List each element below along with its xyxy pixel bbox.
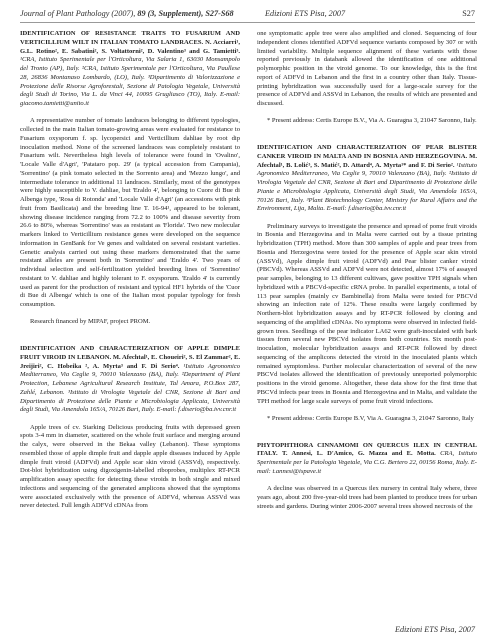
abstract-1-funding: Research financed by MIPAF, project PROM. xyxy=(30,318,151,326)
abstract-4-heading xyxy=(257,442,477,477)
abstract-2-heading xyxy=(20,345,240,415)
abstract-1-body: A representative number of tomato landraces belonging to different typologies, collected in the main Italian tomato-growing areas were evaluated for resistance to Fusarium oxysporum f. sp. lycopersici and Verticillium dahliae by root dip inoculation method. None of the screened landraces was completely resistant to Fusarium wilt. Nevertheless high levels of tolerance were found in 'Ovalino', 'Locale Valle d'Agri', 'Patataro pop. 29' (a typical accession from Campania), 'Sorrentino' (a pink tomato selected in the Sorrento area) and 'Mezzo lungo', and intermediate tolerance in additional 11 landraces. Similarly, most of the genotypes were highly susceptible to V. dahliae, but 'Eraldo 4', belonging to Cuore di Bue di Albenga type, 'Rosa di Rotonda' and 'Locale Valle d'Agri' (an accessions with pink fruit from Basilicata) and the breeding line T. 16-94¹, appeared to be tolerant, showing disease incidence ranging from 72.2 to 100% and disease severity from 26.6 to 80%, whereas 'Sorrentino' was as resistant as 'Florida'. Two new molecular markers linked to Verticillium resistance genes were developed on the sequence information in GenBank for Ve genes and validated on several resistant varieties. Genetic analysis carried out using these markers demonstrated that the same resistant alleles are present both in 'Sorrentino' and 'Eraldo 4'. Two years of individual selection and self-fertilization yielded breeding lines of 'Sorrentino' resistant to V. dahliae and highly tolerant to F. oxysporum. 'Eraldo 4' is currently used as parent for the production of resistant and typical HF1 hybrids of the 'Cuor di Bue di Albenga' which is one of the Italian most popular typology for fresh consumption. xyxy=(20,117,240,308)
abstract-1-authors: N. Acciarri¹, G.L. Rotino², E. Sabatini², S. Voltattorni², D. Valentino³ and G. Tamietti³. xyxy=(20,38,240,55)
abstract-2-title: IDENTIFICATION AND CHARACTERIZATION OF APPLE DIMPLE FRUIT VIROID IN LEBANON. xyxy=(20,345,240,361)
abstract-1-heading xyxy=(20,30,240,109)
journal-name: Journal of Plant Pathology (2007), xyxy=(20,9,138,18)
right-column xyxy=(257,30,477,511)
abstract-2-affiliations: ¹Istituto Agronomico Mediterraneo, Via Ceglie 9, 70010 Valenzano (BA), Italy. ²Department of Plant Protection, Lebanese Agricultural Research Institute, Tal Amara, P.O.Box 287, Zahlé, Lebanon. ³Istituto di Virologia Vegetale del CNR, Sezione di Bari and Dipartimento di Protezione delle Piante e Microbiologia Applicata, Università degli Studi, Via Amendola 165/A, 70126 Bari, Italy. E-mail: f.diserio@ba.ivv.cnr.it xyxy=(20,362,241,414)
abstract-3-affiliations: ¹Istituto Agronomico Mediterraneo, Via Ceglie 9, 70010 Valenzano (BA), Italy. ²Istituto di Virologia Vegetale del CNR, Sezione di Bari and Dipartimento di Protezione delle Piante e Microbiologia Applicata, Università degli Studi, Via Amendola 165/A, 70126 Bari, Italy. ³Plant Biotechnology Center, Ministry for Rural Affairs and the Environment, Lija, Malta. E-mail: f.diserio@ba.ivv.cnr.it xyxy=(257,161,477,213)
abstract-3-title: IDENTIFICATION AND CHARACTERIZATION OF PEAR BLISTER CANKER VIROID IN MALTA AND IN BOSNIA AND HERZEGOVINA. xyxy=(257,144,477,160)
abstract-2-authors: M. Afechtal¹, E. Choueiri², S. El Zammar², E. Jreijiri², C. Hobeika ², A. Myrta³ and F. Di Serio⁴. xyxy=(20,353,240,370)
journal-citation xyxy=(20,9,234,18)
abstract-1-title: IDENTIFICATION OF RESISTANCE TRAITS TO FUSARIUM AND VERTICILLIUM WILT IN ITALIAN TOMATO LANDRACES. xyxy=(20,30,240,46)
abstract-1-affiliations: ¹CRA, Istituto Sperimentale per l'Orticoltura, Via Salaria 1, 63030 Monsampolo del Tronto (AP), Italy. ²CRA, Istituto Sperimentale per l'Orticoltura, Via Paullese 28, 26836 Montanaso Lombardo, (LO), Italy. ³Dipartimento di Valorizzazione e Protezione delle Risorse Agroforestali, Sezione di Patologia Vegetale, Università degli Studi di Torino, Via L. da Vinci 44, 10095 Grugliasco (TO), Italy. E-mail: giacomo.tamietti@unito.it xyxy=(20,56,240,107)
abstract-3-authors: M. Afechtal¹, B. Lolić³, S. Matić², D. Attard⁴, A. Myrta¹* and F. Di Serio². xyxy=(257,152,477,169)
left-column xyxy=(20,30,240,511)
abstract-4-authors: T. Annesi, L. D'Amico, G. Mazza and E. Motta. xyxy=(282,450,436,458)
abstract-4-affiliations: CRA, Istituto Sperimentale per la Patologia Vegetale, Via C.G. Bertero 22, 00156 Roma, Italy. E-mail: t.annesi@ispave.it xyxy=(257,450,477,475)
running-header xyxy=(20,9,475,23)
abstract-3-body: Preliminary surveys to investigate the presence and spread of pome fruit viroids in Bosnia and Herzegovina and in Malta were carried out by a tissue printing hybridization (TPH) method. More than 300 samples of apple and pear trees from Bosnia and Herzegovina were tested for the presence of Apple scar skin viroid (ASSVd), Apple dimple fruit viroid (ADFVd) and Pear blister canker viroid (PBCVd). Whereas ASSVd and ADFVd were not detected, almost 17% of assayed pear samples, belonging to 13 different cultivars, gave positive TPH signals when hybridized with a PBCVd-specific cRNA probe. In parallel experiments, a total of 113 pear samples (mainly cv Bambinella) from Malta were tested for PBCVd showing an infection rate of 12%. These results were largely confirmed by Northern-blot hybridization assays and by RT-PCR followed by cloning and sequencing of the amplified cDNAs. No symptoms were observed in infected field-grown trees. Seedlings of the pear indicator LA62 were graft-inoculated with bark tissues from several new PBCVd isolates from both countries. Six month post-inoculation, molecular hybridization assays and RT-PCR followed by direct sequencing of the amplicons detected the viroid in the inoculated plants which remained symptomless. Further molecular characterization of several of the new PBCVd isolates allowed the identification of previously unreported polymorphic positions in the viroid genome. Altogether, these data show for the first time that PBCVd infects pear trees in Bosnia and Herzegovina and in Malta, and validate the TPH method for large scale surveys of pome fruit viroid infections. xyxy=(257,222,477,405)
publisher-label: Edizioni ETS Pisa, 2007 xyxy=(265,9,346,18)
journal-volume: 89 (3, Supplement), S27-S68 xyxy=(137,9,234,18)
abstract-4-body: A decline was observed in a Quercus ilex nursery in central Italy where, three years ago, about 200 five-year-old trees had been planted to produce trees for urban streets and gardens. During winter 2006-2007 several trees showed necrosis of the xyxy=(257,485,477,510)
abstract-2-body: Apple trees of cv. Starking Delicious producing fruits with depressed green spots 3-4 mm in diameter, scattered on the whole fruit surface and merging around the calyx, were observed in the Bekaa valley (Lebanon). These symptoms resembled those of apple dimple fruit and dapple apple diseases induced by Apple dimple fruit viroid (ADFVd) and Apple scar skin viroid (ASSVd), respectively. Dot-blot hybridization using digoxigenin-labelled riboprobes, multiplex RT-PCR amplification assay specific for detecting these viroids in both single and mixed infections and sequencing of the generated amplicons showed that the symptoms were associated exclusively with the presence of ADFVd, whereas ASSVd was never detected. Full length ADFVd cDNAs from xyxy=(20,423,240,510)
page-number: S27 xyxy=(462,9,475,18)
page-footer: Edizioni ETS Pisa, 2007 xyxy=(394,625,475,634)
abstract-2-body-continued: one symptomatic apple tree were also amplified and cloned. Sequencing of four independent clones identified ADFVd sequence variants composed by 307 or with limited variability. Multiple sequence alignment of these variants with those reported previously in databank allowed the identification of one additional polymorphic position in the viroid genome. To our knowledge, this is the first report of ADFVd in Lebanon and the first in a country other than Italy. Tissue-printing hybridization was successfully used for a large-scale survey for the presence of ADFVd and ASSVd in Lebanon, the results of which are presented and discussed. xyxy=(257,30,477,107)
header-rule xyxy=(20,22,475,23)
abstract-2-note: * Present address: Certis Europe B.V., Via A. Guaragna 3, 21047 Saronno, Italy. xyxy=(267,117,477,125)
abstract-3-heading xyxy=(257,144,477,214)
abstract-4-title: PHYTOPHTHORA CINNAMOMI ON QUERCUS ILEX IN CENTRAL ITALY. xyxy=(257,441,477,458)
abstract-3-note: * Present address: Certis Europe B.V, Via A. Guaragna 3, 21047 Saronno, Italy xyxy=(267,414,474,422)
